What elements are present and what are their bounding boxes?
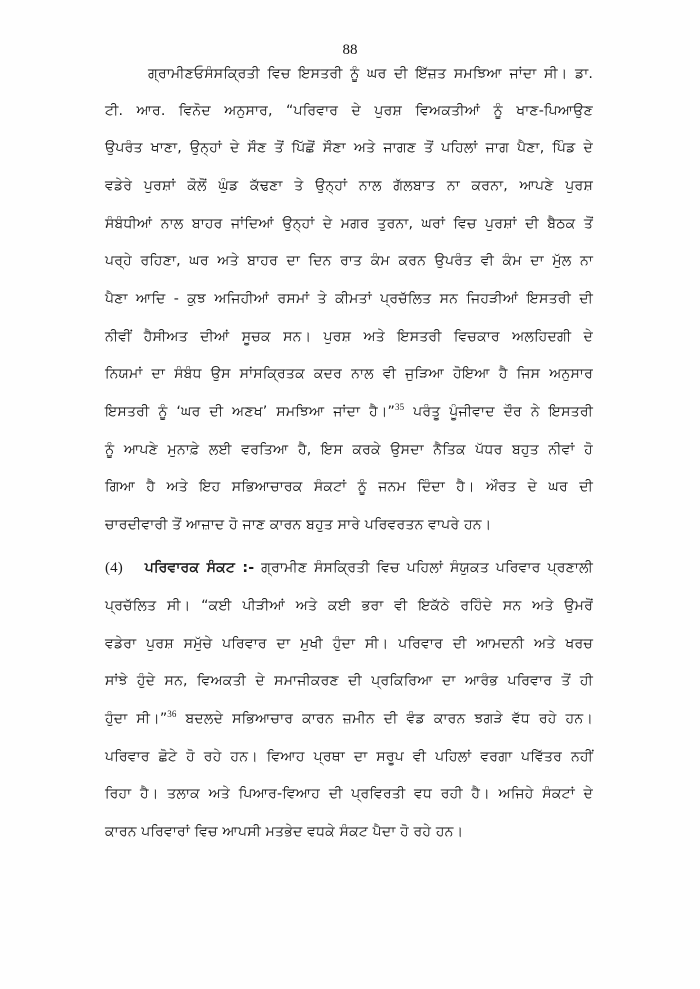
footnote-marker: 36: [167, 709, 177, 719]
text-run: ਇਸਤਰੀ ਨੂੰ ‘ਘਰ ਦੀ ਅਣਖ’ ਸਮਝਿਆ ਜਾਂਦਾ ਹੈ।”: [105, 404, 395, 420]
text-run: ਗ੍ਰਾਮੀਣ ਸੰਸਕ੍ਰਿਤੀ ਵਿਚ ਪਹਿਲਾਂ ਸੰਯੁਕਤ ਪਰਿਵਾਰ ਪ੍ਰਣਾਲੀ: [254, 560, 593, 576]
paragraph-line: ਗਿਆ ਹੈ ਅਤੇ ਇਹ ਸਭਿਆਚਾਰਕ ਸੰਕਟਾਂ ਨੂੰ ਜਨਮ ਦਿੰਦਾ ਹੈ। ਔਰਤ ਦੇ ਘਰ ਦੀ: [105, 479, 593, 495]
paragraph-line: ਪਰਿਵਾਰ ਛੋਟੇ ਹੋ ਰਹੇ ਹਨ। ਵਿਆਹ ਪ੍ਰਥਾ ਦਾ ਸਰੂਪ ਵੀ ਪਹਿਲਾਂ ਵਰਗਾ ਪਵਿੱਤਰ ਨਹੀਂ: [105, 749, 593, 765]
text-run: ਬਦਲਦੇ ਸਭਿਆਚਾਰ ਕਾਰਨ ਜ਼ਮੀਨ ਦੀ ਵੰਡ ਕਾਰਨ ਝਗੜੇ ਵੱਧ ਰਹੇ ਹਨ।: [176, 711, 593, 727]
section-heading-line: [105, 560, 593, 577]
paragraph-line: ਨੂੰ ਆਪਣੇ ਮੁਨਾਫ਼ੇ ਲਈ ਵਰਤਿਆ ਹੈ, ਇਸ ਕਰਕੇ ਉਸਦਾ ਨੈਤਿਕ ਪੱਧਰ ਬਹੁਤ ਨੀਵਾਂ ਹੋ: [105, 442, 593, 458]
paragraph-line: ਪ੍ਰਚੱਲਿਤ ਸੀ। “ਕਈ ਪੀੜੀਆਂ ਅਤੇ ਕਈ ਭਰਾ ਵੀ ਇਕੱਠੇ ਰਹਿੰਦੇ ਸਨ ਅਤੇ ਉਮਰੋਂ: [105, 598, 593, 614]
paragraph-line: ਕਾਰਨ ਪਰਿਵਾਰਾਂ ਵਿਚ ਆਪਸੀ ਮਤਭੇਦ ਵਧਕੇ ਸੰਕਟ ਪੈਦਾ ਹੋ ਰਹੇ ਹਨ।: [105, 824, 464, 840]
heading-separator: :-: [235, 560, 255, 576]
footnote-marker: 35: [395, 402, 405, 412]
paragraph-line: ਉਪਰੰਤ ਖਾਣਾ, ਉਨ੍ਹਾਂ ਦੇ ਸੌਣ ਤੋਂ ਪਿੱਛੋਂ ਸੌਣਾ ਅਤੇ ਜਾਗਣ ਤੋਂ ਪਹਿਲਾਂ ਜਾਗ ਪੈਣਾ, ਪਿੰਡ ਦੇ: [105, 140, 593, 156]
paragraph-line: [105, 404, 593, 420]
paragraph-line: ਵਡੇਰੇ ਪੁਰਸ਼ਾਂ ਕੋਲੋਂ ਘੁੰਡ ਕੱਢਣਾ ਤੇ ਉਨ੍ਹਾਂ ਨਾਲ ਗੱਲਬਾਤ ਨਾ ਕਰਨਾ, ਆਪਣੇ ਪੁਰਸ਼: [105, 178, 593, 194]
paragraph-line: ਪਰ੍ਹੇ ਰਹਿਣਾ, ਘਰ ਅਤੇ ਬਾਹਰ ਦਾ ਦਿਨ ਰਾਤ ਕੰਮ ਕਰਨ ਉਪਰੰਤ ਵੀ ਕੰਮ ਦਾ ਮੁੱਲ ਨਾ: [105, 253, 593, 269]
page-number: 88: [342, 42, 358, 58]
paragraph-line: ਸਾਂਝੇ ਹੁੰਦੇ ਸਨ, ਵਿਅਕਤੀ ਦੇ ਸਮਾਜੀਕਰਣ ਦੀ ਪ੍ਰਕਿਰਿਆ ਦਾ ਆਰੰਭ ਪਰਿਵਾਰ ਤੋਂ ਹੀ: [105, 673, 593, 689]
paragraph-line: ਰਿਹਾ ਹੈ। ਤਲਾਕ ਅਤੇ ਪਿਆਰ-ਵਿਆਹ ਦੀ ਪ੍ਰਵਿਰਤੀ ਵਧ ਰਹੀ ਹੈ। ਅਜਿਹੇ ਸੰਕਟਾਂ ਦੇ: [105, 786, 593, 802]
text-run: ਹੁੰਦਾ ਸੀ।”: [105, 711, 168, 727]
text-run: ਪਰੰਤੂ ਪੂੰਜੀਵਾਦ ਦੌਰ ਨੇ ਇਸਤਰੀ: [404, 404, 593, 420]
paragraph-line: ਵਡੇਰਾ ਪੁਰਸ਼ ਸਮੁੱਚੇ ਪਰਿਵਾਰ ਦਾ ਮੁਖੀ ਹੁੰਦਾ ਸੀ। ਪਰਿਵਾਰ ਦੀ ਆਮਦਨੀ ਅਤੇ ਖਰਚ: [105, 636, 593, 652]
paragraph-line: [105, 711, 593, 727]
paragraph-line: ਨਿਯਮਾਂ ਦਾ ਸੰਬੰਧ ਉਸ ਸਾਂਸਕ੍ਰਿਤਕ ਕਦਰ ਨਾਲ ਵੀ ਜੁੜਿਆ ਹੋਇਆ ਹੈ ਜਿਸ ਅਨੁਸਾਰ: [105, 366, 593, 382]
paragraph-line: ਚਾਰਦੀਵਾਰੀ ਤੋਂ ਆਜ਼ਾਦ ਹੋ ਜਾਣ ਕਾਰਨ ਬਹੁਤ ਸਾਰੇ ਪਰਿਵਰਤਨ ਵਾਪਰੇ ਹਨ।: [105, 517, 492, 533]
paragraph-line: ਨੀਵੀਂ ਹੈਸੀਅਤ ਦੀਆਂ ਸੂਚਕ ਸਨ। ਪੁਰਸ਼ ਅਤੇ ਇਸਤਰੀ ਵਿਚਕਾਰ ਅਲਹਿਦਗੀ ਦੇ: [105, 329, 593, 345]
paragraph-line: ਟੀ. ਆਰ. ਵਿਨੋਦ ਅਨੁਸਾਰ, “ਪਰਿਵਾਰ ਦੇ ਪੁਰਸ਼ ਵਿਅਕਤੀਆਂ ਨੂੰ ਖਾਣ-ਪਿਆਉਣ: [105, 103, 593, 119]
section-heading: ਪਰਿਵਾਰਕ ਸੰਕਟ: [144, 560, 236, 576]
paragraph-line: ਗ੍ਰਾਮੀਣਓਸੰਸਕ੍ਰਿਤੀ ਵਿਚ ਇਸਤਰੀ ਨੂੰ ਘਰ ਦੀ ਇੱਜ਼ਤ ਸਮਝਿਆ ਜਾਂਦਾ ਸੀ। ਡਾ.: [148, 66, 593, 82]
paragraph-line: ਸੰਬੰਧੀਆਂ ਨਾਲ ਬਾਹਰ ਜਾਂਦਿਆਂ ਉਨ੍ਹਾਂ ਦੇ ਮਗਰ ਤੁਰਨਾ, ਘਰਾਂ ਵਿਚ ਪੁਰਸ਼ਾਂ ਦੀ ਬੈਠਕ ਤੋਂ: [105, 216, 593, 232]
paragraph-line: ਪੈਣਾ ਆਦਿ - ਕੁਝ ਅਜਿਹੀਆਂ ਰਸਮਾਂ ਤੇ ਕੀਮਤਾਂ ਪ੍ਰਚੱਲਿਤ ਸਨ ਜਿਹੜੀਆਂ ਇਸਤਰੀ ਦੀ: [105, 291, 593, 307]
section-number: (4): [105, 560, 123, 576]
